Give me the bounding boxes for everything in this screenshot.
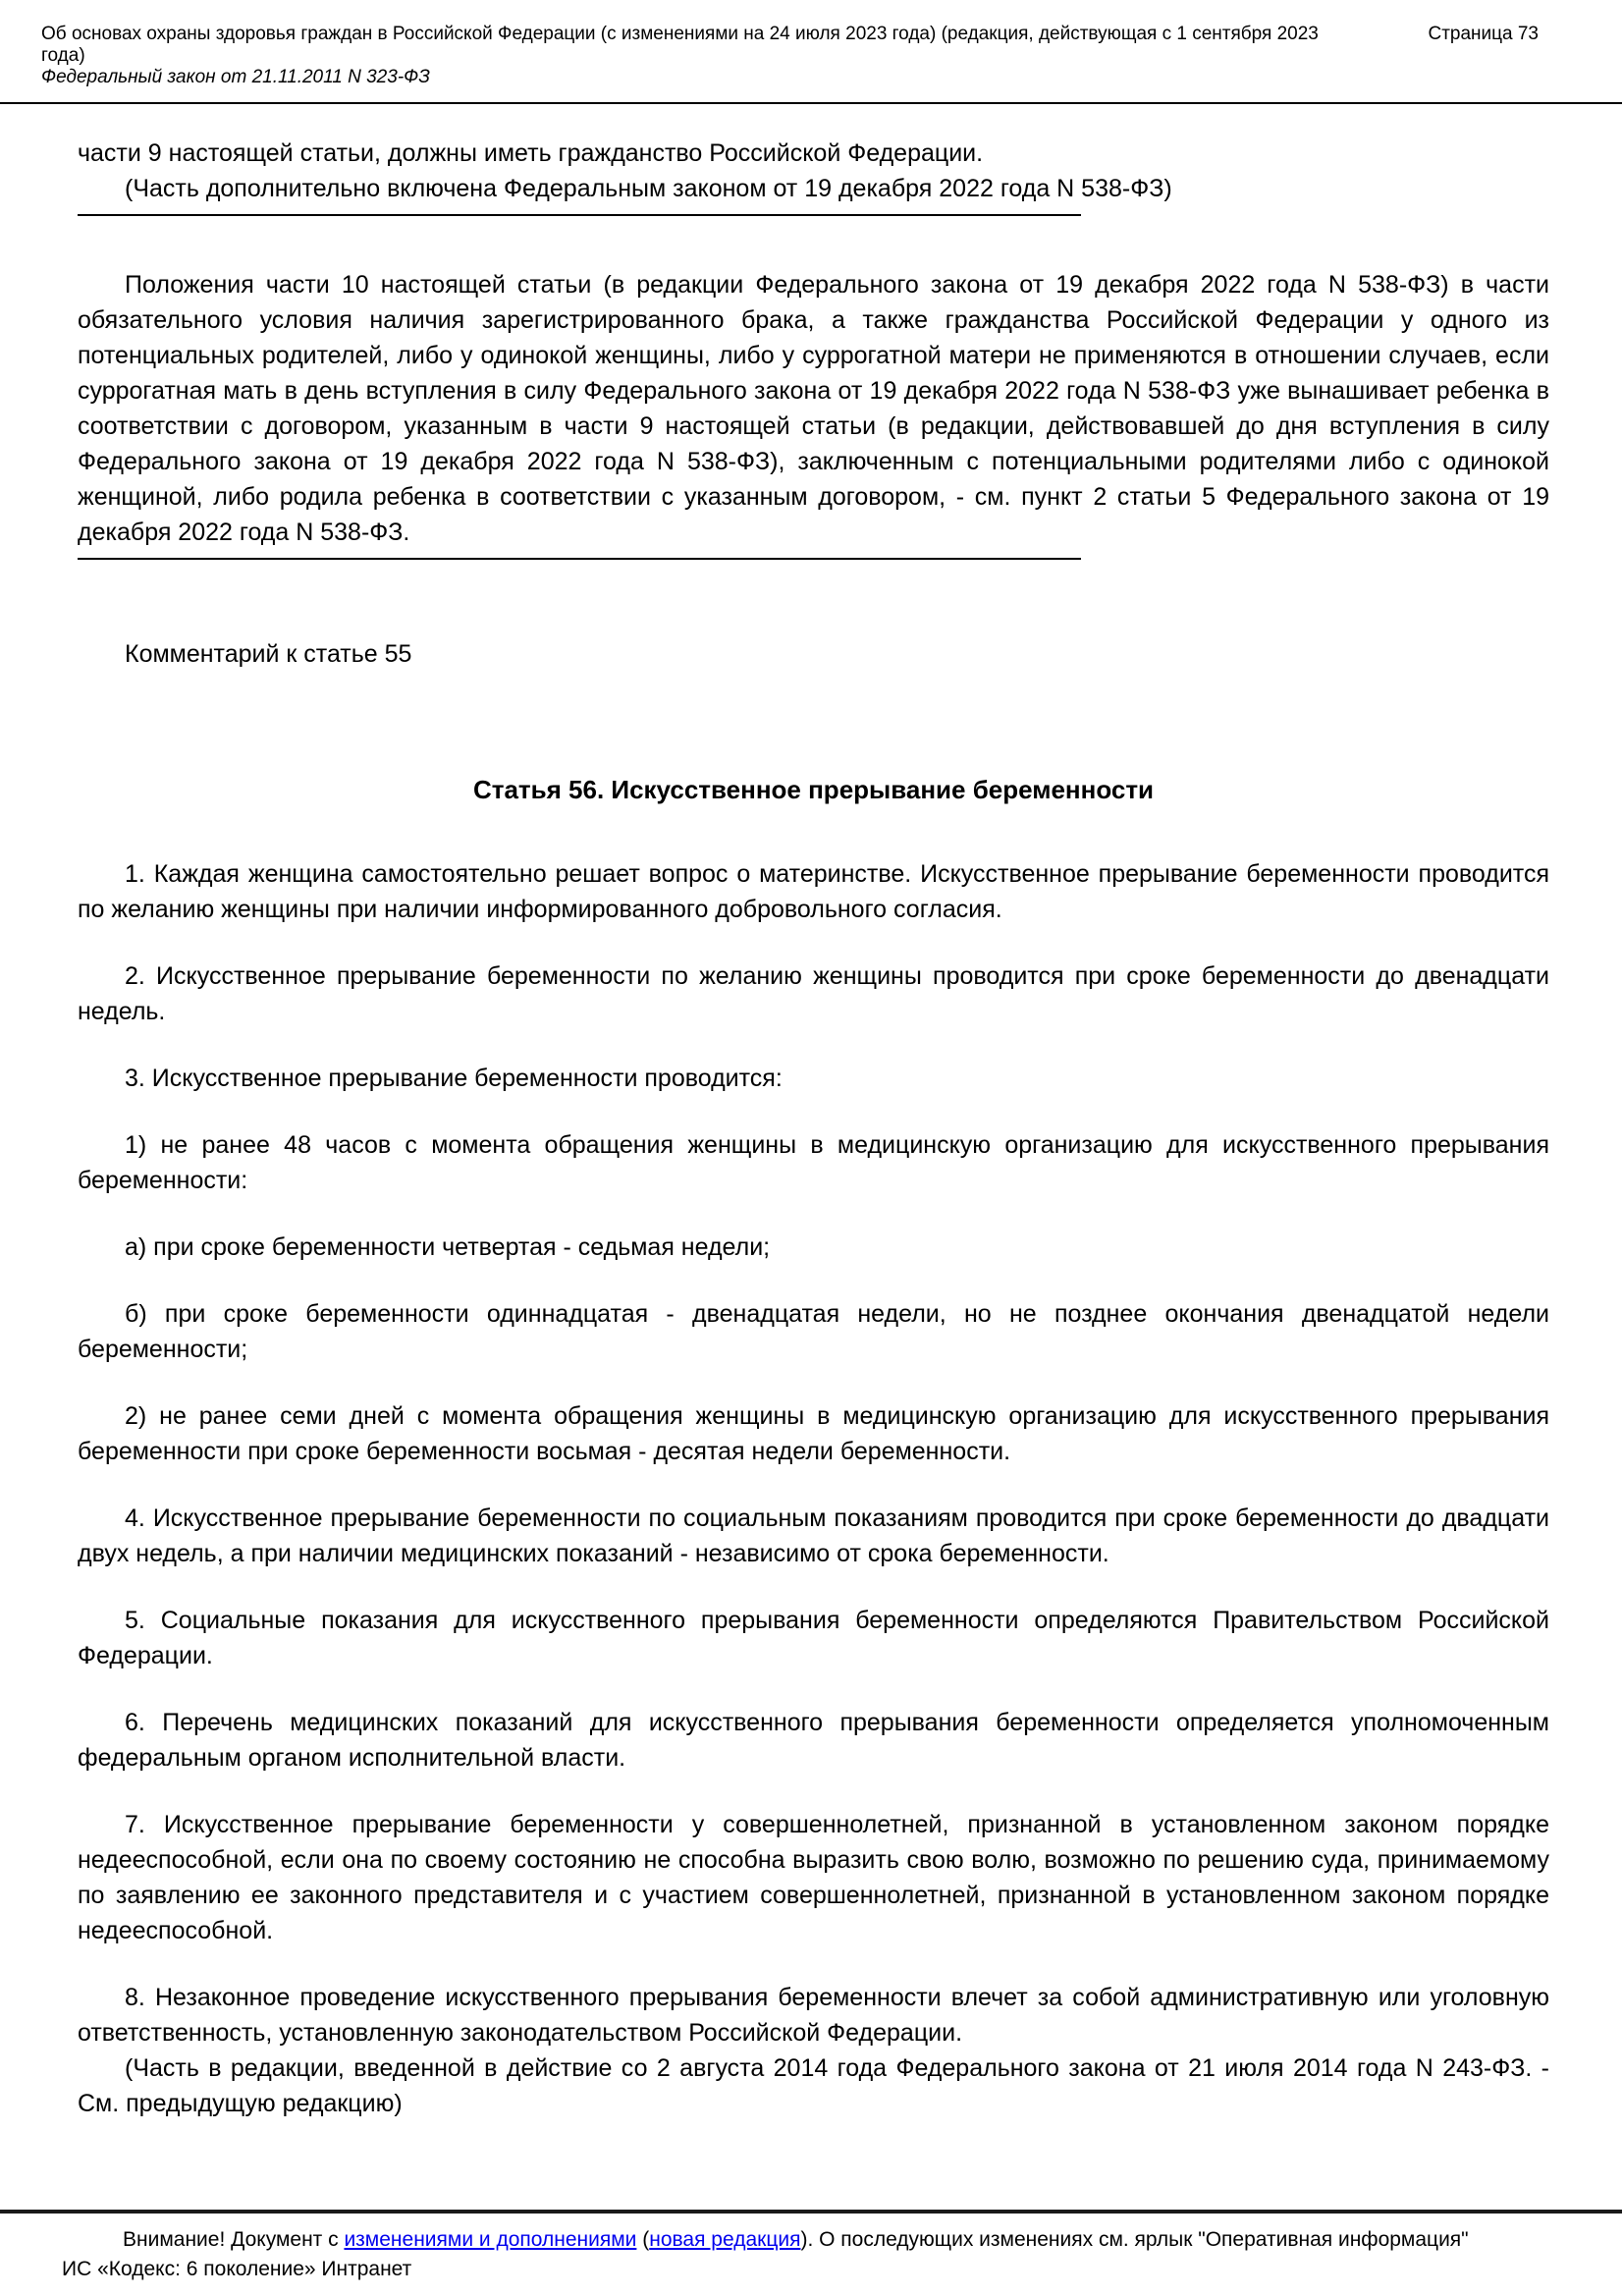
- footer-notice-suffix: ). О последующих изменениях см. ярлык "Оперативная информация": [800, 2228, 1469, 2251]
- section-divider-bottom: [78, 558, 1081, 560]
- paragraph-part3: 3. Искусственное прерывание беременности проводится:: [125, 1065, 783, 1092]
- document-title: Об основах охраны здоровья граждан в Российской Федерации (с изменениями на 24 июля 2023 года) (редакция, действующая с 1 сентября 2023 года): [41, 24, 1319, 66]
- paragraph-part3-item1a: а) при сроке беременности четвертая - седьмая недели;: [125, 1233, 771, 1261]
- document-content: [78, 136, 1549, 2121]
- footer-notice-separator: (: [636, 2228, 650, 2251]
- paragraph-part7: 7. Искусственное прерывание беременности у совершеннолетней, признанной в установленном законом порядке недееспособной, если она по своему состоянию не способна выразить свою волю, возможно по решению суда, принимаемому по заявлению ее законного представителя и с участием совершеннолетней, признанной в установленном законом порядке недееспособной.: [78, 1811, 1549, 1944]
- header-divider: [0, 102, 1622, 104]
- paragraph-part3-item2: 2) не ранее семи дней с момента обращения женщины в медицинскую организацию для искусственного прерывания беременности при сроке беременности восьмая - десятая недели беременности.: [78, 1402, 1549, 1465]
- paragraph-part9-note: (Часть дополнительно включена Федеральным законом от 19 декабря 2022 года N 538-ФЗ): [125, 175, 1172, 202]
- footer-notice-text: Внимание! Документ с: [123, 2228, 345, 2251]
- paragraph-part8: 8. Незаконное проведение искусственного прерывания беременности влечет за собой административную или уголовную ответственность, установленную законодательством Российской Федерации.: [78, 1984, 1549, 2047]
- law-reference: Федеральный закон от 21.11.2011 N 323-ФЗ: [41, 67, 430, 87]
- footer-notice: [62, 2225, 1556, 2255]
- new-edition-link[interactable]: новая редакция: [649, 2228, 801, 2251]
- paragraph-part2: 2. Искусственное прерывание беременности по желанию женщины проводится при сроке беременности до двенадцати недель.: [78, 962, 1549, 1025]
- paragraph-part10-provisions: Положения части 10 настоящей статьи (в редакции Федерального закона от 19 декабря 2022 года N 538-ФЗ) в части обязательного условия наличия зарегистрированного брака, а также гражданства Российской Федерации у одного из потенциальных родителей, либо у одинокой женщины, либо у суррогатной матери не применяются в отношении случаев, если суррогатная мать в день вступления в силу Федерального закона от 19 декабря 2022 года N 538-ФЗ уже вынашивает ребенка в соответствии с договором, указанным в части 9 настоящей статьи (в редакции, действовавшей до дня вступления в силу Федерального закона от 19 декабря 2022 года N 538-ФЗ), заключенным с потенциальными родителями либо с одинокой женщиной, либо родила ребенка в соответствии с указанным договором, - см. пункт 2 статьи 5 Федерального закона от 19 декабря 2022 года N 538-ФЗ.: [78, 271, 1549, 546]
- article-56-heading: Статья 56. Искусственное прерывание беременности: [472, 775, 1155, 804]
- paragraph-part3-item1: 1) не ранее 48 часов с момента обращения женщины в медицинскую организацию для искусственного прерывания беременности:: [78, 1131, 1549, 1194]
- amendments-link[interactable]: изменениями и дополнениями: [344, 2228, 637, 2251]
- paragraph-part3-item1b: б) при сроке беременности одиннадцатая - двенадцатая недели, но не позднее окончания двенадцатой недели беременности;: [78, 1300, 1549, 1363]
- page-number: Страница 73: [1428, 24, 1539, 44]
- comment-reference: Комментарий к статье 55: [125, 640, 412, 668]
- header-row: [41, 24, 1539, 67]
- paragraph-part9-tail: части 9 настоящей статьи, должны иметь гражданство Российской Федерации.: [78, 139, 984, 167]
- paragraph-part5: 5. Социальные показания для искусственного прерывания беременности определяются Правительством Российской Федерации.: [78, 1607, 1549, 1669]
- paragraph-part8-note: (Часть в редакции, введенной в действие со 2 августа 2014 года Федерального закона от 21 июля 2014 года N 243-ФЗ. - См. предыдущую редакцию): [78, 2054, 1549, 2117]
- page-footer: [0, 2210, 1622, 2284]
- paragraph-part1: 1. Каждая женщина самостоятельно решает вопрос о материнстве. Искусственное прерывание беременности проводится по желанию женщины при наличии информированного добровольного согласия.: [78, 860, 1549, 923]
- footer-divider: [0, 2210, 1622, 2214]
- section-divider-top: [78, 214, 1081, 216]
- document-header: [0, 0, 1622, 88]
- paragraph-part4: 4. Искусственное прерывание беременности по социальным показаниям проводится при сроке беременности до двадцати двух недель, а при наличии медицинских показаний - независимо от срока беременности.: [78, 1504, 1549, 1567]
- system-label: ИС «Кодекс: 6 поколение» Интранет: [62, 2258, 412, 2280]
- paragraph-part6: 6. Перечень медицинских показаний для искусственного прерывания беременности определяется уполномоченным федеральным органом исполнительной власти.: [78, 1709, 1549, 1772]
